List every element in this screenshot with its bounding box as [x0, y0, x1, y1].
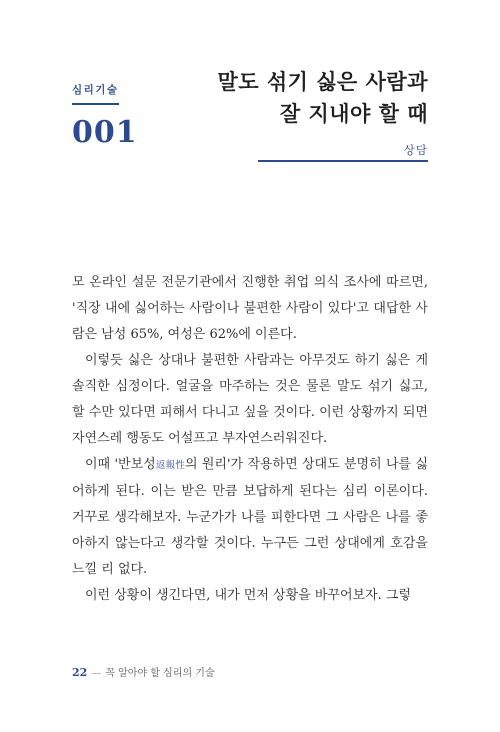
paragraph-3-rest: 의 원리'가 작용하면 상대도 분명히 나를 싫어하게 된다. 이는 받은 만큼 보답하게 된다는 심리 이론이다. 거꾸로 생각해보자. 누군가가 나를 피한다면 그 사람은 나를 좋아하지 않는다고 생각할 것이다. 누구든 그런 상대에게 호감을 느낄 리 없다. [72, 457, 428, 577]
paragraph-2: 이렇듯 싫은 상대나 불편한 사람과는 아무것도 하기 싫은 게 솔직한 심정이다. 얼굴을 마주하는 것은 물론 말도 섞기 싫고, 할 수만 있다면 피해서 다니고 싶을 것이다. 이런 상황까지 되면 자연스레 행동도 어설프고 부자연스러워진다. [72, 353, 428, 446]
page-title-line-1: 말도 섞기 싫은 사람과 [217, 70, 428, 94]
section-kicker: 심리기술 [72, 82, 119, 105]
paragraph-1: 모 온라인 설문 전문기관에서 진행한 취업 의식 조사에 따르면, '직장 내에 싫어하는 사람이나 불편한 사람이 있다'고 대답한 사람은 남성 65%, 여성은 62%에 이른다. [72, 275, 428, 342]
chapter-header [72, 78, 138, 150]
footer-separator: — [91, 668, 102, 679]
hanja-annotation: 返報性 [155, 460, 185, 471]
book-title: 꼭 알아야 할 심리의 기술 [105, 668, 215, 679]
paragraph-4: 이런 상황이 생긴다면, 내가 먼저 상황을 바꾸어보자. 그렇 [85, 588, 412, 603]
body-text [72, 270, 428, 609]
chapter-number: 001 [72, 115, 138, 150]
category-label: 상담 [403, 143, 428, 157]
title-divider [258, 160, 428, 162]
paragraph-3 [72, 452, 428, 583]
page-number: 22 [72, 666, 88, 679]
title-block [217, 66, 428, 158]
page-footer [72, 664, 215, 679]
page-title-line-2: 잘 지내야 할 때 [279, 102, 428, 126]
paragraph-3-start: 이때 '반보성 [85, 457, 156, 472]
